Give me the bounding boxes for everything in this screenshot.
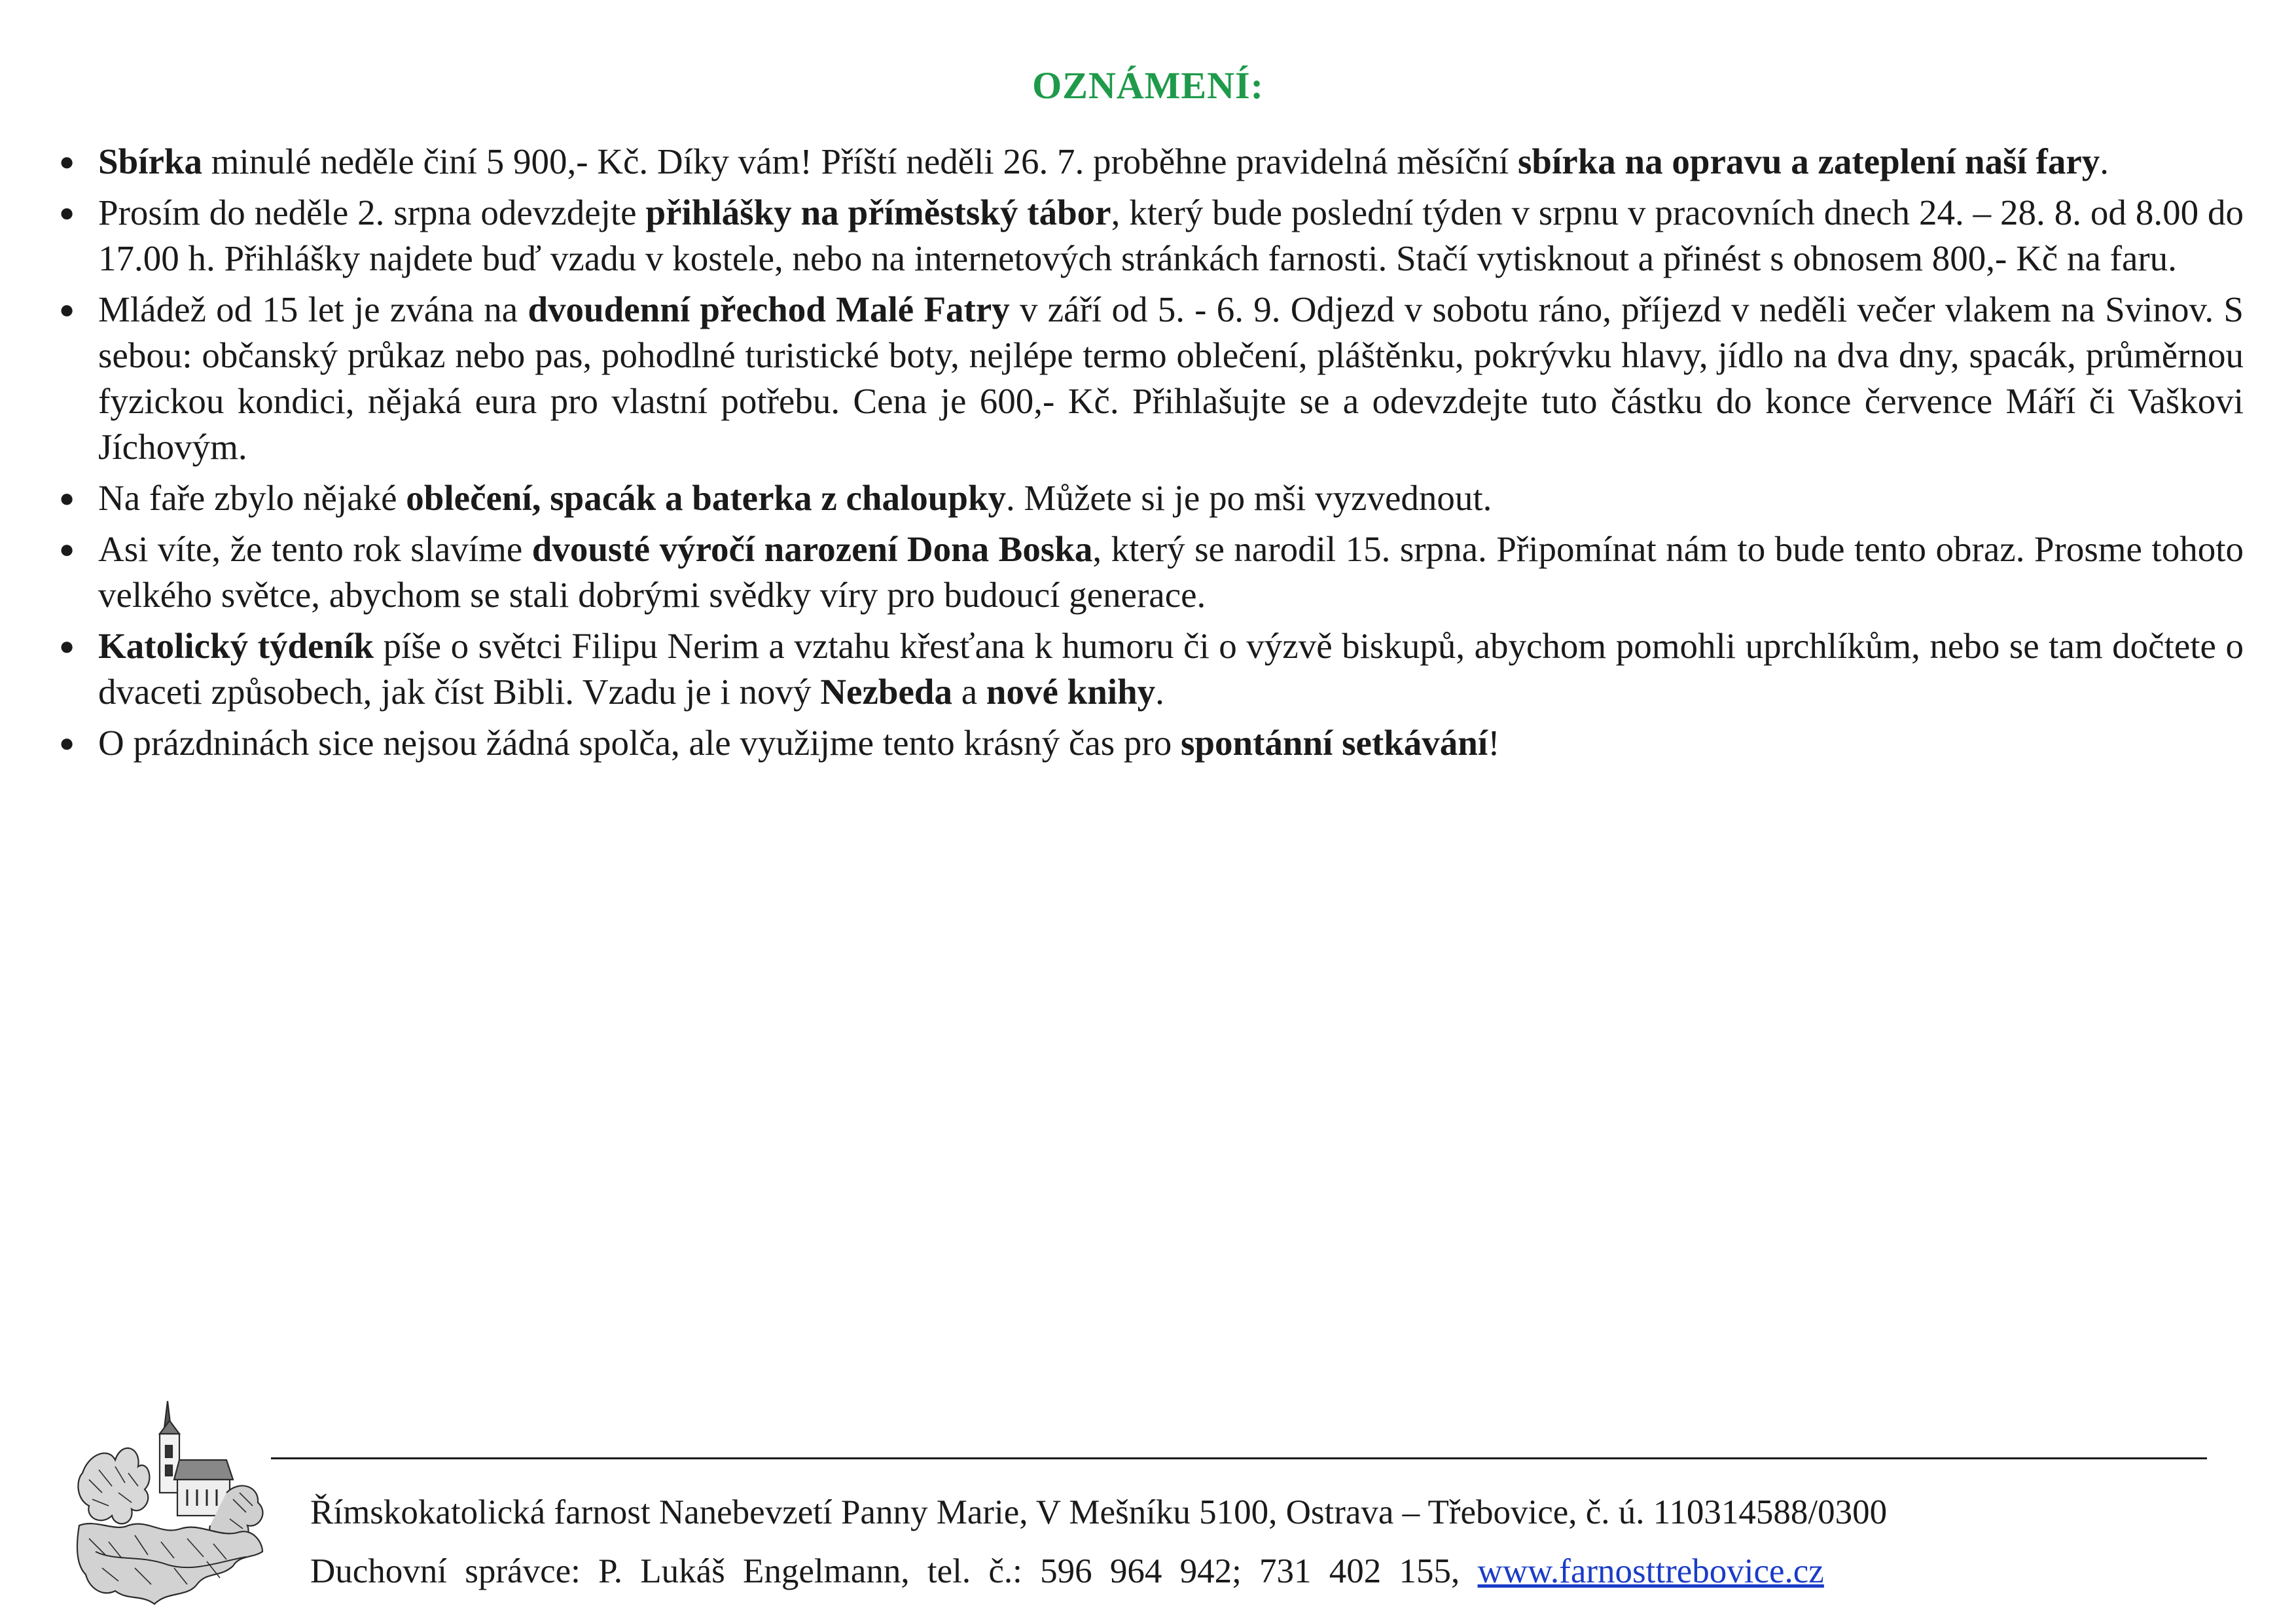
contact-text: Duchovní správce: P. Lukáš Engelmann, tel. č.: 596 964 942; 731 402 155, (310, 1552, 1478, 1590)
announcement-text: v září od 5. - 6. 9. Odjezd v sobotu ráno, příjezd v neděli večer vlakem na Svinov. S sebou: občanský průkaz nebo pas, pohodlné turistické boty, nejlépe termo oblečení, pláštěnku, pokrývku hlavy, jídlo na dva dny, spacák, průměrnou fyzickou kondici, nějaká eura pro vlastní potřebu. Cena je 600,- Kč. Přihlašujte se a odevzdejte tuto částku do konce července Máří či Vaškovi Jíchovým. (98, 289, 2244, 467)
website-link[interactable]: www.farnosttrebovice.cz (1477, 1552, 1824, 1590)
parish-address: Římskokatolická farnost Nanebevzetí Panny Marie, V Mešníku 5100, Ostrava – Třebovice, č. ú. 110314588/0300 (310, 1493, 1888, 1531)
announcement-highlight: dvoudenní přechod Malé Fatry (528, 289, 1010, 329)
announcement-text: Prosím do neděle 2. srpna odevzdejte (98, 192, 646, 232)
announcement-highlight: sbírka na opravu a zateplení naší fary (1518, 141, 2100, 181)
announcement-text: ! (1488, 723, 1500, 763)
announcement-item (58, 623, 2244, 715)
announcement-highlight: spontánní setkávání (1180, 723, 1488, 763)
announcement-text: a (952, 672, 986, 712)
bullet-icon: ● (59, 534, 75, 564)
announcement-text: Asi víte, že tento rok slavíme (98, 529, 532, 569)
announcement-item (58, 287, 2244, 470)
parish-contact (310, 1550, 1824, 1592)
announcement-highlight: přihlášky na příměstský tábor (645, 192, 1111, 232)
announcement-highlight: nové knihy (986, 672, 1156, 712)
announcement-text: . Můžete si je po mši vyzvednout. (1006, 478, 1492, 518)
announcement-text: minulé neděle činí 5 900,- Kč. Díky vám! Příští neděli 26. 7. proběhne pravidelná měsíční (202, 141, 1518, 181)
announcement-list (58, 139, 2244, 771)
announcement-text: píše o světci Filipu Nerim a vztahu křesťana k humoru či o výzvě biskupů, abychom pomohli uprchlíkům, nebo se tam dočtete o dvaceti způsobech, jak číst Bibli. Vzadu je i nový (98, 626, 2244, 712)
announcement-item (58, 475, 2244, 521)
announcement-item (58, 720, 2244, 766)
footer-divider (271, 1457, 2207, 1459)
announcement-item (58, 190, 2244, 282)
announcement-text: , který se narodil 15. srpna. Připomínat nám to bude tento obraz. Prosme tohoto velkého světce, abychom se stali dobrými svědky víry pro budoucí generace. (98, 529, 2244, 615)
announcement-highlight: Sbírka (98, 141, 202, 181)
bullet-icon: ● (59, 728, 75, 757)
bullet-icon: ● (59, 295, 75, 324)
announcement-highlight: Nezbeda (820, 672, 952, 712)
bullet-icon: ● (59, 198, 75, 227)
announcement-highlight: Katolický týdeník (98, 626, 374, 666)
announcement-text: Na faře zbylo nějaké (98, 478, 406, 518)
page-title: OZNÁMENÍ: (1032, 64, 1264, 107)
announcement-item (58, 526, 2244, 618)
announcement-text: O prázdninách sice nejsou žádná spolča, ale využijme tento krásný čas pro (98, 723, 1181, 763)
bullet-icon: ● (59, 483, 75, 513)
announcement-text: Mládež od 15 let je zvána na (98, 289, 528, 329)
announcement-text: . (1155, 672, 1164, 712)
church-engraving-icon (76, 1395, 266, 1611)
bullet-icon: ● (59, 147, 75, 176)
announcement-highlight: dvousté výročí narození Dona Boska (531, 529, 1093, 569)
bullet-icon: ● (59, 631, 75, 661)
announcement-highlight: oblečení, spacák a baterka z chaloupky (406, 478, 1007, 518)
announcement-text: , který bude poslední týden v srpnu v pracovních dnech 24. – 28. 8. od 8.00 do 17.00 h. Přihlášky najdete buď vzadu v kostele, nebo na internetových stránkách farnosti. Stačí vytisknout a přinést s obnosem 800,- Kč na faru. (98, 192, 2244, 278)
announcement-item (58, 139, 2244, 185)
announcement-text: . (2100, 141, 2109, 181)
